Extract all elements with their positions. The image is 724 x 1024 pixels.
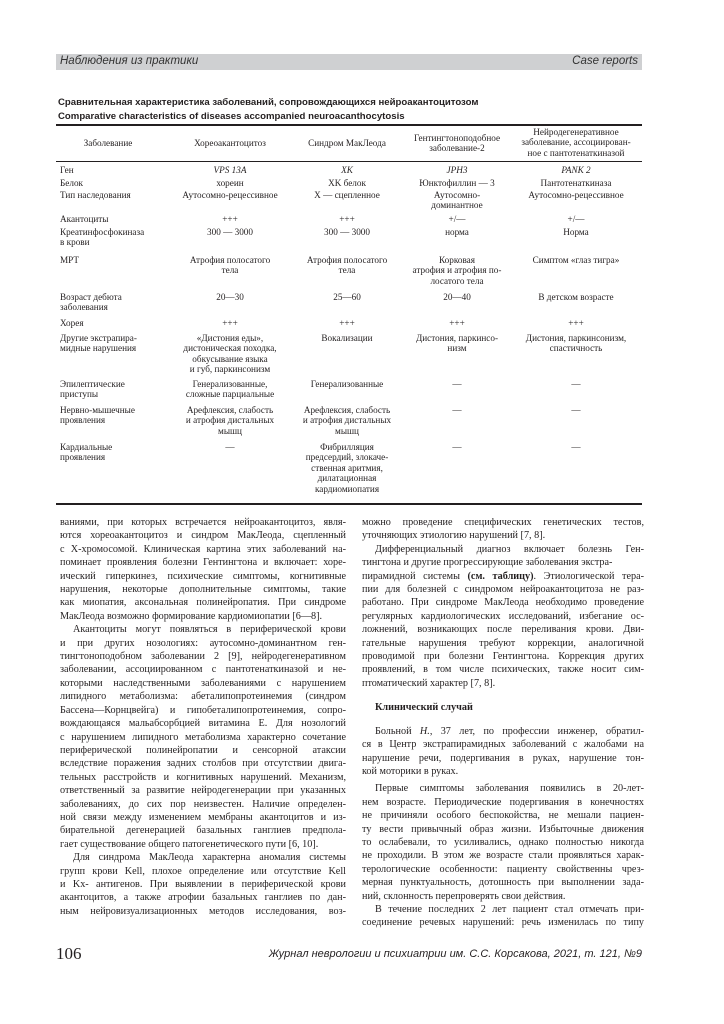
text-line: нарушение речи, подергивания в руках, нарушение тон- — [362, 752, 644, 764]
text-line: заболеваниях, до сих пор неизвестен. Наличие определен- — [60, 798, 346, 810]
table-cell-line: и губ, паркинсонизм — [189, 364, 271, 375]
table-cell — [396, 379, 518, 389]
table-cell-line: +++ — [449, 318, 465, 328]
text-line: нем возрасте. Периодические подергивания в конечностях — [362, 796, 644, 808]
table-cell-line: — — [452, 379, 462, 389]
table-cell — [282, 333, 412, 343]
table-cell-line: «Дистония еды», — [196, 333, 264, 343]
table-cell-line: +/— — [448, 214, 466, 224]
section-label: Наблюдения из практики — [60, 55, 199, 67]
paragraph — [60, 851, 346, 918]
table-cell-line: +++ — [339, 214, 355, 224]
table-cell-line: Генерализованные — [310, 379, 384, 389]
table-cell-line: спастичность — [549, 343, 603, 354]
table-cell — [512, 379, 640, 389]
table-cell — [512, 442, 640, 452]
table-cell — [396, 333, 518, 354]
table-cell-line: Акантоциты — [60, 214, 109, 224]
table-cell — [160, 214, 300, 224]
table-cell — [512, 292, 640, 302]
table-cell — [512, 318, 640, 328]
table-cell-line: Креатинфосфокиназа — [60, 227, 145, 237]
text-line: ответственный за развитие нейродегенерации при указанных — [60, 785, 346, 797]
table-cell — [282, 318, 412, 328]
text-line: проводимой при болезни Гентингтона. Коррекция других — [362, 651, 644, 663]
table-cell — [160, 178, 300, 188]
table-cell — [396, 442, 518, 452]
table-cell-line: 20—30 — [216, 292, 244, 302]
text-line: МакЛеода возможно формирование кардиомиопатии [6—8]. — [60, 610, 323, 622]
table-cell-line: хореин — [216, 178, 244, 188]
table-bottom-rule — [56, 503, 642, 505]
table-cell-line: +++ — [568, 318, 584, 328]
text-line: с нарушением липидного метаболизма характерно сочетание — [60, 731, 346, 743]
table-cell-line: Гентингтоноподобное — [413, 133, 501, 143]
table-cell-line: В детском возрасте — [538, 292, 614, 302]
table-cell-line: — — [571, 405, 581, 415]
text-line: тингтоноподобном заболевании 2 [9], нейродегенеративном — [60, 651, 346, 663]
table-cell-line: Другие экстрапира- — [60, 333, 137, 343]
table-cell-line: тела — [338, 265, 356, 276]
text-line: соединение речевых нарушений: речь изменилась по типу — [362, 917, 644, 929]
table-caption-en: Comparative characteristics of diseases accompanied neuroacanthocytosis — [58, 111, 405, 122]
row-label — [60, 318, 160, 328]
table-cell — [160, 165, 300, 175]
table-cell — [282, 405, 412, 436]
running-header — [56, 54, 642, 70]
table-header-rule — [56, 161, 642, 162]
table-cell — [396, 405, 518, 415]
table-cell-line: лосатого тела — [430, 275, 484, 286]
table-cell-line: и атрофия дистальных — [302, 415, 392, 426]
text-line: поминает проявления болезни Гентингтона и включает: хоре- — [60, 557, 346, 569]
table-cell-line: Атрофия полосатого — [306, 255, 388, 265]
table-cell-line: Дистония, паркинсонизм, — [525, 333, 627, 343]
row-label — [60, 227, 160, 248]
table-cell — [396, 178, 518, 188]
text-line: не проходили. В этом же возрасте стали проявляться харак- — [362, 850, 644, 862]
table-cell-line: мидные нарушения — [60, 343, 137, 354]
table-cell-line: Хорея — [60, 318, 84, 328]
table-cell — [160, 442, 300, 452]
table-cell — [396, 190, 518, 211]
text-line: можно проведение специфических генетических тестов, — [362, 517, 644, 528]
text-line: терологические особенности: пациенту свойственны чрез- — [362, 863, 644, 875]
table-top-rule — [56, 124, 642, 126]
text-line: тельных расстройств и когнитивных нарушений. Механизм, — [60, 771, 346, 783]
table-cell-line: 300 — 3000 — [207, 227, 253, 237]
table-header-col4 — [512, 127, 640, 158]
row-label — [60, 292, 160, 313]
text-line: вождающаяся мальабсорбцией витамина Е. Для нозологий — [60, 718, 346, 730]
text-line — [362, 725, 644, 738]
table-cell-line: предсердий, злокаче- — [305, 452, 389, 463]
table-cell — [160, 318, 300, 328]
table-cell-line: Атрофия полосатого — [189, 255, 271, 265]
table-cell-line: Х — сцепленное — [314, 190, 380, 200]
table-cell — [396, 318, 518, 328]
table-cell-line: заболевания — [60, 302, 108, 313]
table-cell-line: Нейродегенеративное — [533, 127, 619, 137]
text-line — [362, 570, 644, 583]
table-cell — [396, 227, 518, 237]
table-cell-line: JPH3 — [446, 165, 468, 175]
table-cell-line: +++ — [222, 318, 238, 328]
text-line: ический гиперкинез, психические симптомы, когнитивные — [60, 570, 346, 582]
table-cell-line: тела — [221, 265, 239, 276]
table-cell-line: Заболевание — [83, 138, 133, 148]
paragraph — [60, 623, 346, 851]
table-cell-line: Фибрилляция — [320, 442, 374, 452]
text-line: проявлений, в том числе психических, также носит сим- — [362, 664, 644, 676]
table-cell-line: PANK 2 — [561, 165, 591, 175]
table-cell-line: 20—40 — [443, 292, 471, 302]
table-cell-line: мышц — [218, 425, 242, 436]
table-cell-line: — — [571, 442, 581, 452]
text-line: ются хореоакантоцитоз и синдром МакЛеода, сцепленный — [60, 530, 346, 542]
table-cell — [282, 442, 412, 494]
table-cell-line: Кардиальные — [60, 442, 113, 452]
table-cell-line: +++ — [222, 214, 238, 224]
text-line: ся в Центр экстрапирамидных заболеваний с жалобами на — [362, 739, 644, 751]
table-cell — [282, 292, 412, 302]
text-line: то ослабевали, то усиливались, однако полностью никогда — [362, 836, 644, 848]
table-cell-line: норма — [445, 227, 469, 237]
text-line: нарушения, некоторые дополнительные симптомы, такие — [60, 584, 346, 596]
table-cell-line: Белок — [60, 178, 83, 188]
row-label — [60, 165, 160, 175]
text-line: вследствие поражения задних столбов при отсутствии двига- — [60, 758, 346, 770]
paragraph — [362, 516, 644, 543]
table-cell-line: Вокализации — [321, 333, 373, 343]
text-line: птоматический характер [7, 8]. — [362, 677, 496, 689]
table-cell — [282, 379, 412, 389]
table-cell-line: Тип наследования — [60, 190, 131, 200]
table-cell — [512, 178, 640, 188]
text-line: Для синдрома МакЛеода характерна аномалия системы — [73, 852, 346, 864]
text-line: гает существование общего патогенетического пути [6, 10]. — [60, 838, 319, 850]
table-cell-line: проявления — [60, 415, 106, 426]
table-header-col1 — [160, 138, 300, 148]
table-cell-line: 300 — 3000 — [324, 227, 370, 237]
text-line: ваниями, при которых встречается нейроакантоцитоз, явля- — [60, 517, 346, 528]
table-reference: (см. таблицу) — [467, 570, 534, 582]
table-cell-line: и атрофия дистальных — [185, 415, 275, 426]
table-cell — [282, 255, 412, 276]
row-label — [60, 255, 160, 265]
table-cell-line: МРТ — [60, 255, 80, 265]
table-cell — [512, 227, 640, 237]
row-label — [60, 442, 160, 463]
table-cell-line: Арефлексия, слабость — [303, 405, 391, 415]
table-cell — [396, 165, 518, 175]
table-cell-line: Возраст дебюта — [60, 292, 122, 302]
text-line: Акантоциты могут появляться в периферической крови — [73, 624, 346, 636]
table-cell — [160, 405, 300, 436]
text-line: В течение последних 2 лет пациент стал отмечать при- — [375, 903, 644, 915]
table-cell-line: Аутосомно- — [433, 190, 481, 200]
table-cell-line: 25—60 — [333, 292, 361, 302]
table-cell-line: проявления — [60, 452, 106, 463]
text-span: . Этиологической тера- — [533, 570, 645, 582]
text-span: Больной — [375, 725, 420, 737]
text-line: гательные нарушения требуют коррекции, аналогичной — [362, 637, 644, 649]
table-cell — [396, 292, 518, 302]
text-line: Бассена—Корнцвейга) и гипобеталипопротеинемия, сопро- — [60, 704, 346, 716]
table-cell — [160, 255, 300, 276]
table-cell-line: приступы — [60, 389, 99, 400]
row-label — [60, 333, 160, 354]
table-cell — [160, 292, 300, 302]
table-cell-line: низм — [447, 343, 467, 354]
table-cell — [282, 190, 412, 200]
table-cell — [512, 190, 640, 200]
table-cell-line: Аутосомно-рецессивное — [528, 190, 624, 200]
table-cell-line: — — [225, 442, 235, 452]
text-line: акантоцитов, а также атрофии базальных ганглиев по дан- — [60, 892, 346, 904]
section-heading: Клинический случай — [375, 702, 473, 714]
text-line: мерная пунктуальность, дотошность при выполнении зада- — [362, 877, 644, 889]
table-cell-line: — — [452, 442, 462, 452]
table-cell-line: Эпилептические — [60, 379, 125, 389]
table-cell — [282, 178, 412, 188]
text-line: с Х-хромосомой. Клиническая картина этих заболеваний на- — [60, 543, 346, 555]
table-cell — [160, 333, 300, 375]
page-number: 106 — [56, 944, 82, 963]
row-label — [60, 405, 160, 426]
row-label — [60, 178, 160, 188]
table-cell — [396, 214, 518, 224]
row-label — [60, 379, 160, 400]
text-span: пирамидной системы — [362, 570, 468, 582]
text-line: тингтона и другие прогрессирующие заболевания экстра- — [362, 557, 613, 569]
row-label — [60, 190, 160, 200]
paragraph — [60, 516, 346, 623]
text-line: которыми наследственными заболеваниями с нарушением — [60, 677, 346, 689]
table-cell-line: Пантотенаткиназа — [540, 178, 612, 188]
table-cell-line: XK белок — [328, 178, 366, 188]
table-cell-line: Нервно-мышечные — [60, 405, 135, 415]
text-line: периферической полинейропатии и сенсорной атаксии — [60, 744, 346, 756]
table-header-col3 — [396, 133, 518, 154]
table-cell-line: Симптом «глаз тигра» — [532, 255, 620, 265]
table-cell — [282, 214, 412, 224]
journal-title: Журнал неврологии и психиатрии им. С.С. Корсакова, 2021, т. 121, №9 — [268, 948, 642, 960]
text-line: Первые симптомы заболевания появились в 20-лет- — [375, 783, 644, 795]
text-line: и Kx- антигенов. При выявлении в периферической крови — [60, 878, 346, 890]
table-cell-line: Корковая — [439, 255, 475, 265]
table-cell-line: Генерализованные, — [192, 379, 268, 389]
table-cell — [160, 379, 300, 400]
table-cell-line: Аутосомно-рецессивное — [182, 190, 278, 200]
table-cell-line: +/— — [567, 214, 585, 224]
table-cell — [282, 165, 412, 175]
row-label — [60, 214, 160, 224]
table-header-disease — [60, 138, 156, 148]
table-cell-line: дилатационная — [317, 473, 377, 484]
table-cell-line: +++ — [339, 318, 355, 328]
table-cell-line: VPS 13A — [213, 165, 247, 175]
table-cell-line: доминантное — [431, 200, 483, 211]
table-cell-line: обкусывание языка — [192, 353, 268, 364]
text-line: пии для болезней с синдромом нейроакантоцитоза не раз- — [362, 584, 644, 596]
section-label-en: Case reports — [572, 55, 638, 67]
table-caption-ru: Сравнительная характеристика заболеваний, сопровождающихся нейроакантоцитозом — [58, 97, 479, 108]
table-cell-line: сложные парциальные — [185, 389, 275, 400]
table-cell — [282, 227, 412, 237]
text-line: работано. При синдроме МакЛеода необходимо проведение — [362, 597, 644, 609]
text-line: ту вести привычный образ жизни. Избыточные движения — [362, 823, 644, 835]
table-cell-line: ственная аритмия, — [311, 462, 383, 473]
table-cell-line: атрофия и атрофия по- — [412, 265, 502, 276]
text-line: ложнений, возникающих после переливания крови. Дви- — [362, 624, 644, 636]
table-cell-line: Арефлексия, слабость — [186, 405, 274, 415]
text-line: уточняющих этиологию нарушений [7, 8]. — [362, 530, 546, 542]
table-cell — [396, 255, 518, 286]
table-cell — [512, 333, 640, 354]
table-header-col2 — [282, 138, 412, 148]
paragraph — [362, 782, 644, 903]
table-cell-line: в крови — [60, 237, 90, 248]
text-span: , 37 лет, по профессии инженер, обратил- — [429, 725, 644, 737]
text-line: заболевании, ассоциированном с пантотенаткиназой и не- — [60, 664, 346, 676]
text-line: бирательной дегенерацией базальных ганглиев предпола- — [60, 825, 346, 837]
table-cell — [512, 255, 640, 265]
text-line: регулярных кардиологических исследований, избегание ос- — [362, 610, 644, 622]
table-cell-line: заболевание-2 — [429, 143, 485, 154]
table-cell-line: кардиомиопатия — [314, 483, 380, 494]
paragraph — [362, 543, 644, 570]
text-line: кой моторики в руках. — [362, 765, 459, 777]
table-cell-line: Ген — [60, 165, 74, 175]
text-line: ний, склонность перепроверять свои действия. — [362, 890, 566, 902]
table-cell-line: дистоническая походка, — [183, 343, 277, 354]
table-cell — [160, 190, 300, 200]
table-cell-line: — — [571, 379, 581, 389]
table-cell-line: — — [452, 405, 462, 415]
table-cell-line: Юнктофиллин — 3 — [419, 178, 495, 188]
table-cell-line: заболевание, ассоциирован- — [521, 137, 631, 148]
text-line: не причиняли особого беспокойства, не мешали пациен- — [362, 810, 644, 822]
table-cell — [512, 165, 640, 175]
text-line: ной связи между изменением мембраны акантоцитов и из- — [60, 811, 346, 823]
text-line: Дифференциальный диагноз включает болезнь Ген- — [375, 543, 644, 555]
table-caption — [58, 96, 478, 124]
table-cell-line: мышц — [335, 425, 359, 436]
table-cell — [512, 405, 640, 415]
text-line: липидного метаболизма: абеталипопротеинемия (синдром — [60, 691, 346, 703]
paragraph — [362, 903, 644, 930]
text-line: ным нейровизуализационных методов исследования, воз- — [60, 905, 346, 917]
table-cell-line: XK — [341, 165, 353, 175]
table-cell-line: Дистония, паркинсо- — [415, 333, 499, 343]
patient-initial: Н. — [419, 725, 430, 737]
table-cell-line: Норма — [563, 227, 589, 237]
table-cell-line: Хореоакантоцитоз — [194, 138, 266, 148]
table-cell — [512, 214, 640, 224]
text-line: групп крови Kell, плохое определение или отсутствие Kell — [60, 865, 346, 877]
text-line: как миопатия, аксональная полинейропатия. При синдроме — [60, 597, 346, 609]
table-cell-line: ное с пантотенаткиназой — [527, 147, 625, 158]
table-cell-line: Синдром МакЛеода — [308, 138, 386, 148]
text-line: и при других нозологиях: аутосомно-доминантном ген- — [60, 637, 346, 649]
table-cell — [160, 227, 300, 237]
